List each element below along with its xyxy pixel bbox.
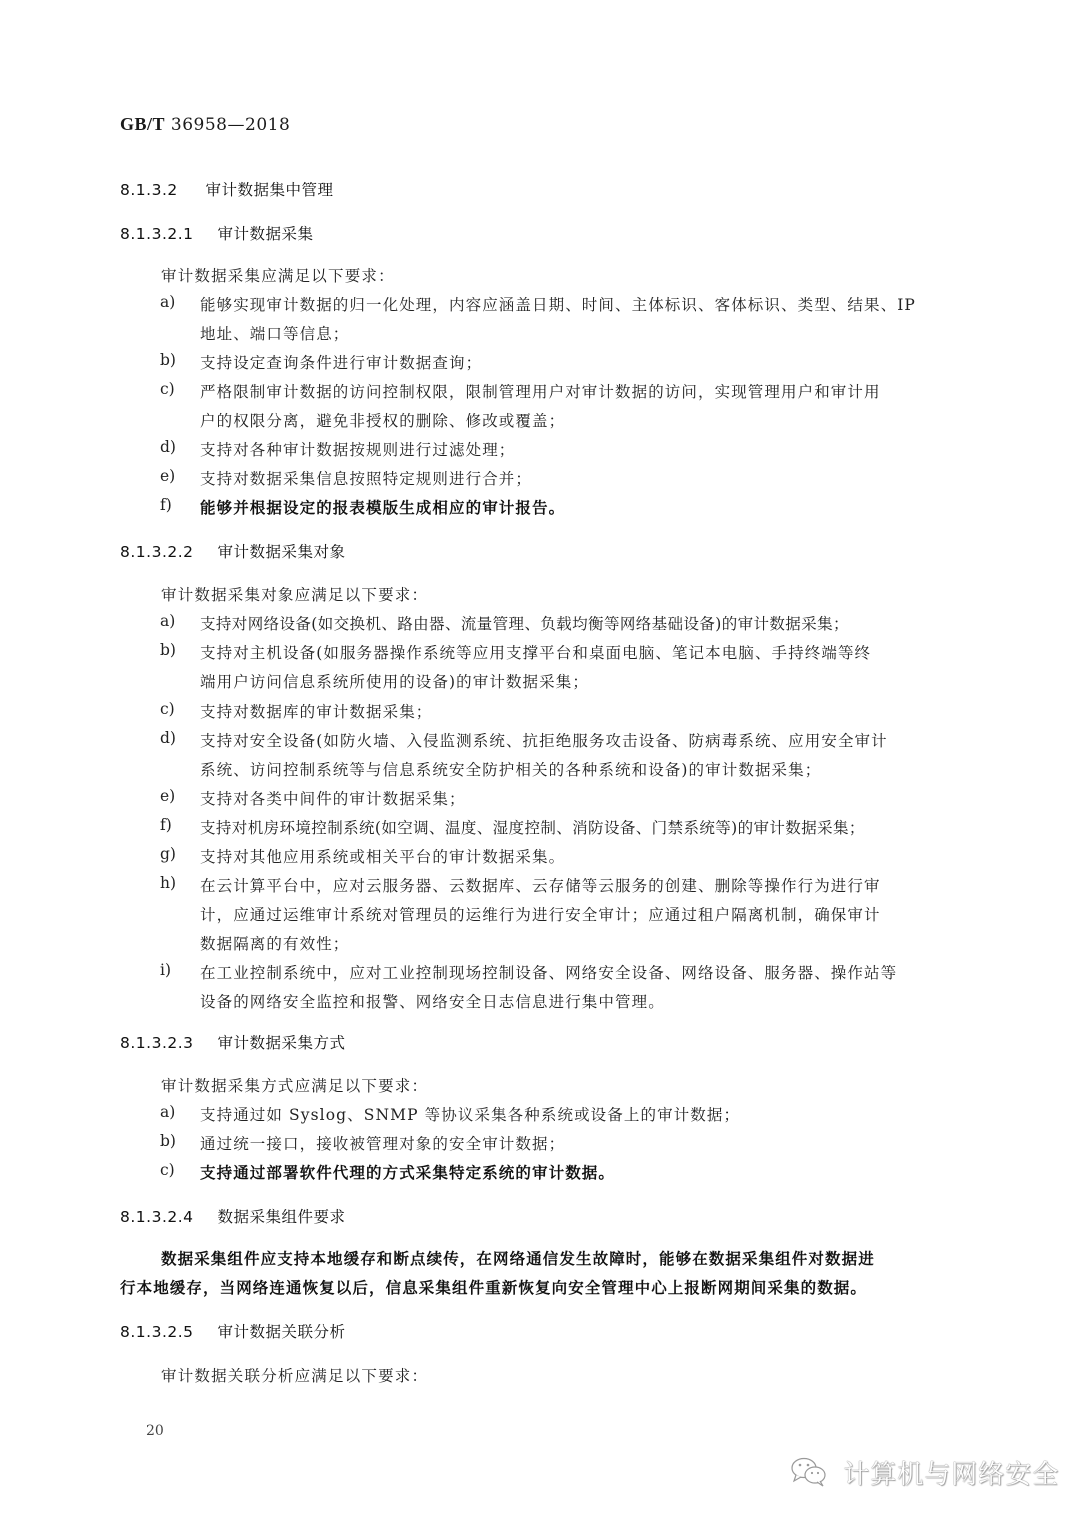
standard-code	[120, 114, 290, 135]
standard-code-prefix: GB/T	[120, 114, 166, 134]
standard-code-number: 36958—2018	[170, 115, 291, 135]
section-heading-8-1-3-2-4	[120, 1205, 345, 1227]
list-marker: e)	[160, 787, 176, 805]
list-item-text: 支持设定查询条件进行审计数据查询；	[200, 354, 483, 372]
list-marker: d)	[160, 438, 176, 456]
list-item-text: 系统、访问控制系统等与信息系统安全防护相关的各种系统和设备)的审计数据采集；	[200, 761, 822, 779]
section-title: 数据采集组件要求	[217, 1208, 346, 1226]
list-item-text: 支持通过部署软件代理的方式采集特定系统的审计数据。	[200, 1164, 616, 1182]
list-item-text: 支持对安全设备(如防火墙、入侵监测系统、抗拒绝服务攻击设备、防病毒系统、应用安全审计	[200, 732, 888, 750]
list-item-text: 计，应通过运维审计系统对管理员的运维行为进行安全审计；应通过租户隔离机制，确保审计	[200, 906, 881, 924]
list-item-text: 户的权限分离，避免非授权的删除、修改或覆盖；	[200, 412, 566, 430]
list-item-text: 支持通过如 Syslog、SNMP 等协议采集各种系统或设备上的审计数据；	[200, 1106, 741, 1124]
section-title: 审计数据采集	[217, 225, 314, 243]
wechat-icon	[790, 1456, 828, 1495]
list-marker: c)	[160, 1161, 175, 1179]
list-item-text: 支持对数据采集信息按照特定规则进行合并；	[200, 470, 533, 488]
list-item-text: 严格限制审计数据的访问控制权限，限制管理用户对审计数据的访问，实现管理用户和审计用	[200, 383, 881, 401]
list-item-text: 支持对其他应用系统或相关平台的审计数据采集。	[200, 848, 566, 866]
section-title: 审计数据集中管理	[205, 181, 334, 199]
list-marker: g)	[160, 845, 176, 863]
section-number: 8.1.3.2.2	[120, 543, 194, 561]
section-heading-8-1-3-2	[120, 178, 333, 200]
section-intro: 审计数据关联分析应满足以下要求：	[161, 1367, 429, 1385]
section-number: 8.1.3.2.1	[120, 225, 194, 243]
list-marker: b)	[160, 641, 176, 659]
section-title: 审计数据采集对象	[217, 543, 346, 561]
list-marker: a)	[160, 1103, 176, 1121]
section-number: 8.1.3.2.4	[120, 1208, 194, 1226]
list-item-text: 支持对数据库的审计数据采集；	[200, 703, 433, 721]
section-number: 8.1.3.2.3	[120, 1034, 194, 1052]
list-marker: a)	[160, 612, 176, 630]
list-item-text: 能够并根据设定的报表模版生成相应的审计报告。	[200, 499, 566, 517]
list-marker: f)	[160, 816, 172, 834]
list-marker: h)	[160, 874, 177, 892]
list-item-text: 数据隔离的有效性；	[200, 935, 350, 953]
body-paragraph-line: 数据采集组件应支持本地缓存和断点续传，在网络通信发生故障时，能够在数据采集组件对数据进	[161, 1250, 875, 1268]
section-heading-8-1-3-2-1	[120, 222, 313, 244]
list-marker: b)	[160, 351, 176, 369]
list-item-text: 地址、端口等信息；	[200, 325, 350, 343]
section-intro: 审计数据采集方式应满足以下要求：	[161, 1077, 429, 1095]
section-number: 8.1.3.2	[120, 181, 178, 199]
list-marker: b)	[160, 1132, 176, 1150]
watermark	[790, 1454, 1059, 1495]
body-paragraph-line: 行本地缓存，当网络连通恢复以后，信息采集组件重新恢复向安全管理中心上报断网期间采集的数据。	[120, 1279, 868, 1297]
section-heading-8-1-3-2-3	[120, 1031, 345, 1053]
list-item-text: 支持对主机设备(如服务器操作系统等应用支撑平台和桌面电脑、笔记本电脑、手持终端等终	[200, 644, 872, 662]
list-marker: f)	[160, 496, 172, 514]
list-item-text: 在工业控制系统中，应对工业控制现场控制设备、网络安全设备、网络设备、服务器、操作站等	[200, 964, 898, 982]
list-item-text: 通过统一接口，接收被管理对象的安全审计数据；	[200, 1135, 566, 1153]
section-title: 审计数据采集方式	[217, 1034, 346, 1052]
list-item-text: 支持对各类中间件的审计数据采集；	[200, 790, 466, 808]
list-marker: c)	[160, 700, 175, 718]
watermark-text: 计算机与网络安全	[843, 1460, 1060, 1490]
section-intro: 审计数据采集对象应满足以下要求：	[161, 586, 429, 604]
list-item-text: 在云计算平台中，应对云服务器、云数据库、云存储等云服务的创建、删除等操作行为进行审	[200, 877, 881, 895]
list-marker: c)	[160, 380, 175, 398]
page-number: 20	[146, 1423, 164, 1439]
list-marker: d)	[160, 729, 176, 747]
list-item-text: 支持对机房环境控制系统(如空调、温度、湿度控制、消防设备、门禁系统等)的审计数据采集；	[200, 819, 865, 837]
list-item-text: 设备的网络安全监控和报警、网络安全日志信息进行集中管理。	[200, 993, 665, 1011]
list-marker: e)	[160, 467, 176, 485]
section-heading-8-1-3-2-5	[120, 1320, 345, 1342]
list-marker: a)	[160, 293, 176, 311]
section-heading-8-1-3-2-2	[120, 540, 345, 562]
list-item-text: 能够实现审计数据的归一化处理，内容应涵盖日期、时间、主体标识、客体标识、类型、结果、IP	[200, 296, 916, 314]
list-marker: i)	[160, 961, 172, 979]
list-item-text: 支持对各种审计数据按规则进行过滤处理；	[200, 441, 516, 459]
section-number: 8.1.3.2.5	[120, 1323, 194, 1341]
section-title: 审计数据关联分析	[217, 1323, 346, 1341]
list-item-text: 支持对网络设备(如交换机、路由器、流量管理、负载均衡等网络基础设备)的审计数据采集；	[200, 615, 849, 633]
list-item-text: 端用户访问信息系统所使用的设备)的审计数据采集；	[200, 673, 589, 691]
section-intro: 审计数据采集应满足以下要求：	[161, 267, 395, 285]
